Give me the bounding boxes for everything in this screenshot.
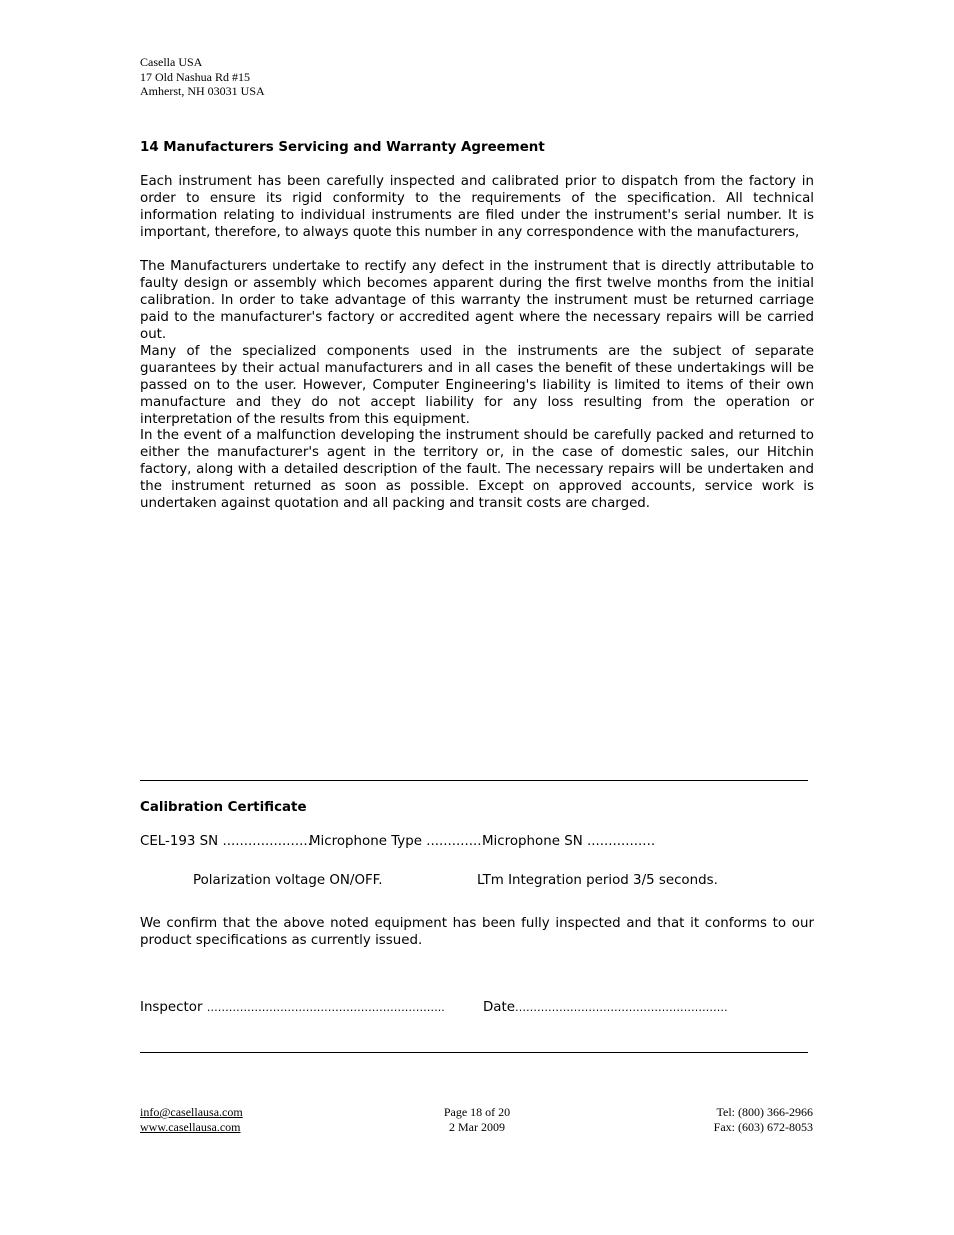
warranty-paragraph-4: In the event of a malfunction developing the instrument should be carefully packed and returned to either the manufacturer's agent in the territory or, in the case of domestic sales, our Hitchin factory, along with a detailed description of the fault. The necessary repairs will be undertaken and the instrument returned as soon as possible. Except on approved accounts, service work is undertaken against quotation and all packing and transit costs are charged. — [140, 428, 814, 511]
inspector-label: Inspector — [140, 1000, 203, 1015]
warranty-paragraph-2: The Manufacturers undertake to rectify any defect in the instrument that is directly attributable to faulty design or assembly which becomes apparent during the first twelve months from the initial calibration. In order to take advantage of this warranty the instrument must be returned carriage paid to the manufacturer's factory or accredited agent where the necessary repairs will be carried out. — [140, 259, 814, 342]
company-name: Casella USA — [140, 55, 203, 69]
footer-contact-links — [140, 1105, 243, 1134]
microphone-sn-field: Microphone SN ................ — [482, 834, 656, 849]
section-divider-top — [140, 780, 808, 781]
integration-period: LTm Integration period 3/5 seconds. — [477, 873, 718, 888]
microphone-type-field: Microphone Type ............. — [309, 834, 482, 849]
warranty-heading: 14 Manufacturers Servicing and Warranty Agreement — [140, 140, 545, 155]
email-link[interactable]: info@casellausa.com — [140, 1105, 243, 1119]
website-link[interactable]: www.casellausa.com — [140, 1119, 241, 1134]
section-divider-bottom — [140, 1052, 808, 1053]
inspector-signature-dots: ……………………………………………………….. — [206, 1001, 445, 1014]
warranty-paragraph-1: Each instrument has been carefully inspected and calibrated prior to dispatch from the factory in order to ensure its rigid conformity to the requirements of the specification. All technical information relating to individual instruments are filed under the instrument's serial number. It is important, therefore, to always quote this number in any correspondence with the manufacturers, — [140, 174, 814, 240]
cel-sn-field: CEL-193 SN ..................... — [140, 834, 312, 849]
fax: Fax: (603) 672-8053 — [713, 1119, 813, 1134]
date-dots: …………………………………………………. — [515, 1001, 728, 1014]
telephone: Tel: (800) 366-2966 — [716, 1105, 813, 1119]
footer-page-info — [400, 1105, 554, 1134]
warranty-paragraph-3: Many of the specialized components used in the instruments are the subject of separate guarantees by their actual manufacturers and in all cases the benefit of these undertakings will be passed on to the user. However, Computer Engineering's liability is limited to items of their own manufacture and they do not accept liability for any loss resulting from the operation or interpretation of the results from this equipment. — [140, 344, 814, 427]
document-date: 2 Mar 2009 — [449, 1119, 505, 1134]
company-address — [140, 55, 265, 99]
page-number: Page 18 of 20 — [443, 1105, 511, 1119]
date-label: Date — [483, 1000, 516, 1015]
company-street: 17 Old Nashua Rd #15 — [140, 69, 250, 84]
inspector-line — [140, 1000, 445, 1015]
polarization-voltage: Polarization voltage ON/OFF. — [193, 873, 383, 888]
certificate-confirmation: We confirm that the above noted equipment has been fully inspected and that it conforms to our product specifications as currently issued. — [140, 916, 814, 948]
date-line — [483, 1000, 728, 1015]
certificate-heading: Calibration Certificate — [140, 800, 307, 815]
footer-phone-info — [714, 1105, 813, 1134]
company-city: Amherst, NH 03031 USA — [140, 84, 265, 98]
